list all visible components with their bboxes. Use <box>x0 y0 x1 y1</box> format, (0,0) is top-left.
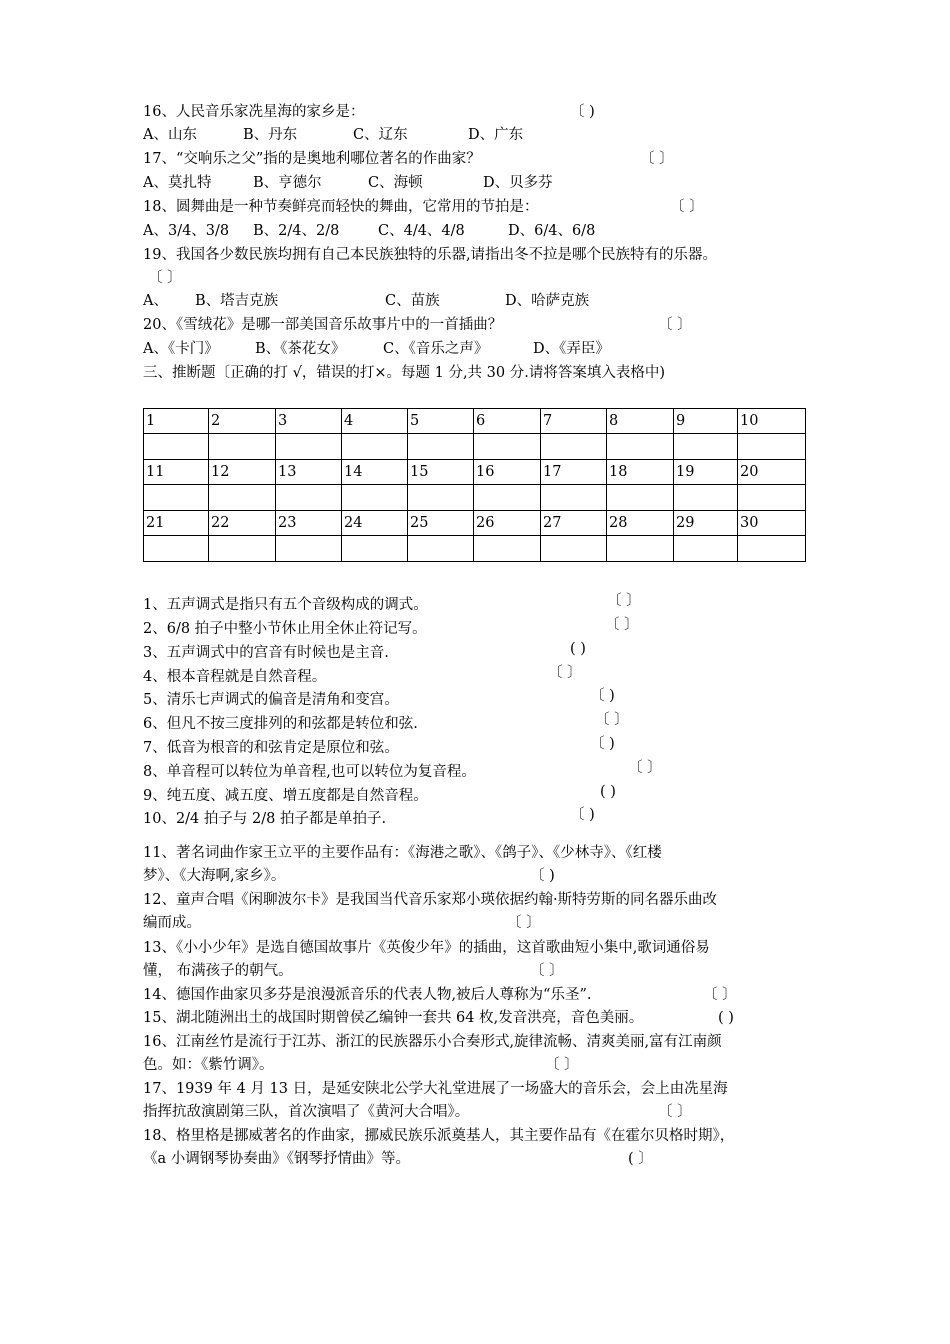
option-c: C、4/4、4/8 <box>378 223 465 239</box>
grid-number-cell: 22 <box>209 511 276 536</box>
grid-number-cell: 1 <box>144 409 209 434</box>
grid-answer-cell[interactable] <box>541 434 607 460</box>
grid-number-cell: 14 <box>342 460 408 485</box>
grid-answer-cell[interactable] <box>209 434 276 460</box>
grid-answer-cell[interactable] <box>144 485 209 511</box>
grid-number-cell: 15 <box>408 460 474 485</box>
grid-number-cell: 20 <box>738 460 806 485</box>
grid-number-row <box>144 460 806 485</box>
grid-number-cell: 7 <box>541 409 607 434</box>
tf-item: 5、清乐七声调式的偏音是清角和变宫。 <box>143 692 399 708</box>
question-18 <box>143 197 538 217</box>
answer-paren: ( ) <box>600 784 616 800</box>
option-a: A、莫扎特 <box>143 175 212 191</box>
grid-number-cell: 13 <box>276 460 342 485</box>
grid-number-cell: 26 <box>474 511 541 536</box>
grid-answer-cell[interactable] <box>276 536 342 562</box>
question-stem: 19、我国各少数民族均拥有自己本民族独特的乐器,请指出冬不拉是哪个民族特有的乐器。 <box>143 247 718 263</box>
tf-item-line: 12、童声合唱《闲聊波尔卡》是我国当代音乐家郑小瑛依据约翰·斯特劳斯的同名器乐曲改 <box>143 892 718 908</box>
tf-item-line: 15、湖北随洲出土的战国时期曾侯乙编钟一套共 64 枚,发音洪亮，音色美丽。 <box>143 1010 644 1026</box>
grid-answer-cell[interactable] <box>144 434 209 460</box>
grid-answer-cell[interactable] <box>276 485 342 511</box>
tf-item: 1、五声调式是指只有五个音级构成的调式。 <box>143 597 428 613</box>
tf-item-line: 17、1939 年 4 月 13 日，是延安陕北公学大礼堂进展了一场盛大的音乐会，会上由冼星海 <box>143 1081 728 1097</box>
grid-answer-cell[interactable] <box>408 536 474 562</box>
answer-paren: ( ) <box>570 641 586 657</box>
answer-paren: 〔 〕 <box>658 317 692 333</box>
answer-paren: 〔 〕 <box>548 665 582 681</box>
grid-answer-cell[interactable] <box>607 536 674 562</box>
answer-paren: 〔 ) <box>590 736 615 752</box>
option-a: A、 <box>143 293 168 309</box>
grid-answer-cell[interactable] <box>144 536 209 562</box>
tf-item-line: 编而成。 <box>143 915 201 931</box>
grid-answer-cell[interactable] <box>674 434 738 460</box>
grid-answer-row <box>144 434 806 460</box>
option-b: B、《茶花女》 <box>255 341 346 357</box>
option-a: A、山东 <box>143 127 197 143</box>
tf-item: 7、低音为根音的和弦肯定是原位和弦。 <box>143 740 399 756</box>
tf-item: 9、纯五度、减五度、增五度都是自然音程。 <box>143 788 428 804</box>
answer-paren: ( ) <box>718 1010 734 1026</box>
grid-number-cell: 17 <box>541 460 607 485</box>
answer-paren: 〔 〕 <box>628 760 662 776</box>
grid-number-cell: 3 <box>276 409 342 434</box>
grid-number-cell: 19 <box>674 460 738 485</box>
grid-number-cell: 8 <box>607 409 674 434</box>
grid-number-cell: 24 <box>342 511 408 536</box>
grid-number-cell: 6 <box>474 409 541 434</box>
question-19 <box>143 245 717 265</box>
answer-paren: 〔 〕 <box>530 963 564 979</box>
grid-answer-cell[interactable] <box>408 434 474 460</box>
section-heading: 三、推断题〔正确的打 √，错误的打×。每题 1 分,共 30 分.请将答案填入表格中) <box>143 365 665 381</box>
question-16 <box>143 102 364 122</box>
grid-answer-row <box>144 485 806 511</box>
grid-number-cell: 30 <box>738 511 806 536</box>
grid-number-cell: 23 <box>276 511 342 536</box>
grid-answer-cell[interactable] <box>607 485 674 511</box>
answer-paren: 〔 〕 <box>670 199 704 215</box>
answer-paren: 〔 ) <box>530 868 555 884</box>
grid-number-cell: 9 <box>674 409 738 434</box>
grid-number-cell: 11 <box>144 460 209 485</box>
grid-answer-cell[interactable] <box>474 485 541 511</box>
tf-item-line: 色。如：《紫竹调》。 <box>143 1057 274 1073</box>
grid-answer-cell[interactable] <box>474 536 541 562</box>
question-stem: 18、圆舞曲是一种节奏鲜亮而轻快的舞曲，它常用的节拍是： <box>143 199 539 215</box>
answer-paren: 〔 〕 <box>148 270 182 286</box>
grid-number-cell: 16 <box>474 460 541 485</box>
tf-item-line: 14、德国作曲家贝多芬是浪漫派音乐的代表人物,被后人尊称为“乐圣”. <box>143 987 592 1003</box>
grid-number-cell: 12 <box>209 460 276 485</box>
grid-answer-cell[interactable] <box>209 485 276 511</box>
option-d: D、6/4、6/8 <box>508 223 596 239</box>
grid-answer-cell[interactable] <box>342 485 408 511</box>
tf-item: 10、2/4 拍子与 2/8 拍子都是单拍子. <box>143 811 387 827</box>
grid-answer-cell[interactable] <box>738 536 806 562</box>
answer-paren: ( 〕 <box>628 1151 653 1167</box>
option-b: B、塔吉克族 <box>195 293 279 309</box>
option-b: B、丹东 <box>243 127 298 143</box>
grid-number-cell: 10 <box>738 409 806 434</box>
grid-number-row <box>144 511 806 536</box>
answer-paren: 〔 〕 <box>605 617 639 633</box>
option-d: D、《弄臣》 <box>533 341 610 357</box>
question-20 <box>143 315 502 335</box>
option-d: D、广东 <box>468 127 524 143</box>
grid-answer-cell[interactable] <box>474 434 541 460</box>
option-c: C、海顿 <box>368 175 423 191</box>
grid-answer-row <box>144 536 806 562</box>
option-b: B、亨德尔 <box>253 175 322 191</box>
answer-paren: 〔 〕 <box>703 987 737 1003</box>
option-c: C、苗族 <box>385 293 440 309</box>
tf-item-line: 《a 小调钢琴协奏曲》《钢琴抒情曲》等。 <box>143 1151 411 1167</box>
grid-answer-cell[interactable] <box>541 485 607 511</box>
answer-paren: 〔 〕 <box>640 151 674 167</box>
tf-item-line: 18、格里格是挪威著名的作曲家，挪威民族乐派奠基人，其主要作品有《在霍尔贝格时期》， <box>143 1128 735 1144</box>
tf-item: 2、6/8 拍子中整小节休止用全休止符记写。 <box>143 621 427 637</box>
grid-answer-cell[interactable] <box>408 485 474 511</box>
option-a: A、3/4、3/8 <box>143 223 230 239</box>
tf-item: 3、五声调式中的宫音有时候也是主音. <box>143 645 389 661</box>
option-c: C、辽东 <box>353 127 408 143</box>
grid-number-cell: 28 <box>607 511 674 536</box>
answer-paren: 〔 〕 <box>658 1104 692 1120</box>
answer-grid <box>143 408 806 562</box>
grid-number-cell: 29 <box>674 511 738 536</box>
answer-paren: 〔 〕 <box>595 712 629 728</box>
grid-number-row <box>144 409 806 434</box>
answer-paren: 〔 ) <box>570 807 595 823</box>
answer-paren: 〔 〕 <box>607 593 641 609</box>
tf-item-line: 11、著名词曲作家王立平的主要作品有：《海港之歌》、《鸽子》、《少林寺》、《红楼 <box>143 845 662 861</box>
tf-item-line: 指挥抗敌演剧第三队，首次演唱了《黄河大合唱》。 <box>143 1104 470 1120</box>
question-stem: 17、“交响乐之父”指的是奥地利哪位著名的作曲家？ <box>143 151 481 167</box>
grid-answer-cell[interactable] <box>342 536 408 562</box>
answer-paren: 〔 ) <box>570 104 595 120</box>
tf-item-line: 梦》、《大海啊,家乡》。 <box>143 868 286 884</box>
tf-item: 8、单音程可以转位为单音程,也可以转位为复音程。 <box>143 764 476 780</box>
option-d: D、贝多芬 <box>483 175 553 191</box>
question-stem: 16、人民音乐家冼星海的家乡是： <box>143 104 365 120</box>
grid-answer-cell[interactable] <box>209 536 276 562</box>
option-c: C、《音乐之声》 <box>383 341 489 357</box>
grid-answer-cell[interactable] <box>541 536 607 562</box>
grid-number-cell: 2 <box>209 409 276 434</box>
answer-paren: 〔 〕 <box>507 915 541 931</box>
grid-number-cell: 27 <box>541 511 607 536</box>
tf-item: 6、但凡不按三度排列的和弦都是转位和弦. <box>143 716 418 732</box>
tf-item-line: 懂， 布满孩子的朝气。 <box>143 963 293 979</box>
grid-number-cell: 25 <box>408 511 474 536</box>
grid-number-cell: 5 <box>408 409 474 434</box>
option-b: B、2/4、2/8 <box>253 223 340 239</box>
grid-number-cell: 18 <box>607 460 674 485</box>
question-stem: 20、《雪绒花》是哪一部美国音乐故事片中的一首插曲？ <box>143 317 503 333</box>
option-d: D、哈萨克族 <box>505 293 590 309</box>
grid-answer-cell[interactable] <box>738 485 806 511</box>
grid-answer-cell[interactable] <box>674 485 738 511</box>
grid-answer-cell[interactable] <box>607 434 674 460</box>
grid-answer-cell[interactable] <box>738 434 806 460</box>
answer-paren: 〔 〕 <box>545 1057 579 1073</box>
tf-item-line: 13、《小小少年》是选自德国故事片《英俊少年》的插曲，这首歌曲短小集中,歌词通俗易 <box>143 940 710 956</box>
option-a: A、《卡门》 <box>143 341 219 357</box>
grid-answer-cell[interactable] <box>342 434 408 460</box>
grid-answer-cell[interactable] <box>276 434 342 460</box>
grid-answer-cell[interactable] <box>674 536 738 562</box>
grid-number-cell: 21 <box>144 511 209 536</box>
tf-item-line: 16、江南丝竹是流行于江苏、浙江的民族器乐小合奏形式,旋律流畅、清爽美丽,富有江南颜 <box>143 1034 722 1050</box>
grid-number-cell: 4 <box>342 409 408 434</box>
answer-paren: 〔 ) <box>590 688 615 704</box>
tf-item: 4、根本音程就是自然音程。 <box>143 669 327 685</box>
question-17 <box>143 149 481 169</box>
